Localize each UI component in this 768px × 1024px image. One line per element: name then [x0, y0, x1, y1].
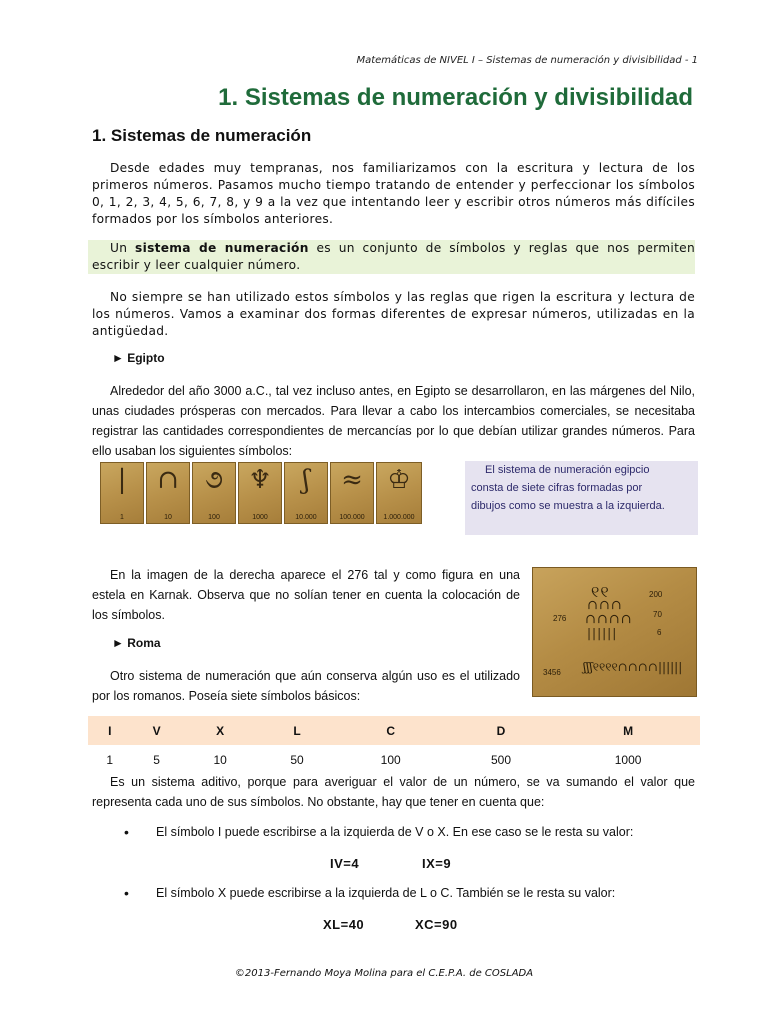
symbol-value: 1.000.000 [383, 514, 415, 521]
egypt-text: Alrededor del año 3000 a.C., tal vez incluso antes, en Egipto se desarrollaron, en las márgenes del Nilo, unas ciudades prósperas con mercados. Para llevar a cabo los intercambios comerciales, se necesitaba registrar las cantidades correspondientes de mercancías por lo que debían utilizar grandes números. Para ello usaban los siguientes símbolos: [92, 384, 695, 458]
stela-paragraph [92, 565, 520, 625]
roman-values-row [88, 745, 700, 774]
symbol-value: 100 [208, 514, 220, 521]
roman-value: 5 [153, 752, 160, 767]
running-header: Matemáticas de NIVEL I – Sistemas de numeración y divisibilidad - 1 [356, 55, 698, 66]
page-footer: ©2013-Fernando Moya Molina para el C.E.P.A. de COSLADA [234, 968, 534, 979]
stela-tens-row2-icon: ∩∩∩∩ [585, 612, 633, 627]
rule-item [124, 885, 616, 901]
karnak-stela-image [532, 567, 697, 697]
roman-symbol: X [182, 716, 259, 745]
roman-symbol: D [446, 716, 556, 745]
bullet-icon: • [124, 824, 129, 840]
callout-line: El sistema de numeración egipcio [485, 464, 650, 476]
stela-hundreds-icon: ୧୧ [591, 582, 610, 601]
kneeling-god-glyph-icon: ♔ [387, 465, 411, 495]
lotus-glyph-icon: ♆ [248, 465, 272, 495]
roman-symbol: V [132, 716, 182, 745]
egyptian-symbol [146, 462, 190, 524]
roman-value: 10 [213, 752, 227, 767]
callout-line: consta de siete cifras formadas por [471, 482, 643, 494]
symbol-value: 100.000 [339, 514, 365, 521]
roman-symbol: M [556, 716, 700, 745]
additive-paragraph [92, 772, 695, 812]
roman-value: 50 [290, 752, 304, 767]
roman-value: 500 [491, 752, 512, 767]
roman-symbols-row [88, 716, 700, 745]
definition-term: sistema de numeración [135, 241, 309, 255]
rule-item [124, 824, 634, 840]
symbol-value: 10 [164, 514, 172, 521]
rule-text: El símbolo I puede escribirse a la izquierda de V o X. En ese caso se le resta su valor: [156, 825, 634, 839]
historical-paragraph [92, 289, 695, 340]
roman-symbol: I [88, 716, 132, 745]
roman-value: 1 [106, 752, 114, 767]
stela-label-6: 6 [657, 628, 662, 637]
subsection-roma: ► Roma [112, 636, 161, 650]
equation: XC=90 [415, 917, 458, 932]
definition-post: es un conjunto de símbolos y reglas que nos permiten escribir y leer cualquier número. [92, 241, 696, 272]
symbol-value: 1000 [252, 514, 268, 521]
egyptian-symbols-strip [100, 462, 422, 524]
stela-units-icon: |||||| [587, 626, 618, 640]
roman-value: 1000 [614, 752, 642, 767]
egyptian-symbol [192, 462, 236, 524]
subsection-egipto: ► Egipto [112, 351, 165, 365]
egyptian-symbol [284, 462, 328, 524]
stela-tens-icon: ∩∩∩ [587, 598, 623, 613]
heel-bone-glyph-icon: ∩ [157, 465, 179, 495]
roma-text: Otro sistema de numeración que aún conserva algún uso es el utilizado por los romanos. Poseía siete símbolos básicos: [92, 669, 520, 703]
definition-pre: Un [110, 241, 136, 255]
symbol-value: 1 [120, 514, 124, 521]
roman-symbol: C [336, 716, 446, 745]
roman-numerals-table [88, 716, 700, 774]
rule-text: El símbolo X puede escribirse a la izquierda de L o C. También se le resta su valor: [156, 886, 616, 900]
egyptian-symbol [100, 462, 144, 524]
section-title: 1. Sistemas de numeración [92, 126, 312, 145]
roman-value: 100 [380, 752, 401, 767]
historical-text: No siempre se han utilizado estos símbolos y las reglas que rigen la escritura y lectura de los números. Vamos a examinar dos formas diferentes de expresar números, utilizadas en la antigüedad. [92, 290, 695, 338]
tadpole-glyph-icon: ≈ [341, 465, 363, 495]
roma-paragraph [92, 666, 520, 706]
finger-glyph-icon: ʃ [302, 465, 310, 495]
equation: IV=4 [330, 856, 360, 871]
stela-text: En la imagen de la derecha aparece el 276 tal y como figura en una estela en Karnak. Observa que no solían tener en cuenta la colocación de los símbolos. [92, 568, 520, 622]
stela-label-276: 276 [553, 614, 567, 623]
roman-symbol: L [259, 716, 336, 745]
egyptian-symbol [330, 462, 374, 524]
definition-paragraph [92, 240, 695, 274]
egypt-paragraph [92, 381, 695, 461]
egyptian-symbol [238, 462, 282, 524]
coil-rope-glyph-icon: ૭ [204, 465, 224, 495]
stela-label-200: 200 [649, 590, 663, 599]
intro-text: Desde edades muy tempranas, nos familiarizamos con la escritura y lectura de los primeros números. Pasamos mucho tiempo tratando de entender y perfeccionar los símbolos 0, 1, 2, 3, 4, 5, 6, 7, 8, y 9 a la vez que intentando leer y escribir otros números más difíciles formados por los símbolos anteriores. [92, 161, 695, 226]
callout-line: dibujos como se muestra a la izquierda. [471, 500, 665, 512]
equation: XL=40 [323, 917, 365, 932]
bullet-icon: • [124, 885, 129, 901]
chapter-title: 1. Sistemas de numeración y divisibilidad [218, 84, 693, 111]
egyptian-symbol [376, 462, 422, 524]
stela-label-3456: 3456 [543, 668, 561, 677]
egypt-callout [465, 461, 698, 535]
symbol-value: 10.000 [295, 514, 317, 521]
additive-text: Es un sistema aditivo, porque para averiguar el valor de un número, se va sumando el valor que representa cada uno de sus símbolos. No obstante, hay que tener en cuenta que: [92, 775, 695, 809]
stroke-glyph-icon: | [117, 465, 127, 495]
equation: IX=9 [422, 856, 452, 871]
intro-paragraph [92, 160, 695, 228]
stela-label-70: 70 [653, 610, 662, 619]
stela-3456-glyphs-icon: ʃʃʃ୧୧୧୧∩∩∩∩|||||| [583, 660, 683, 674]
